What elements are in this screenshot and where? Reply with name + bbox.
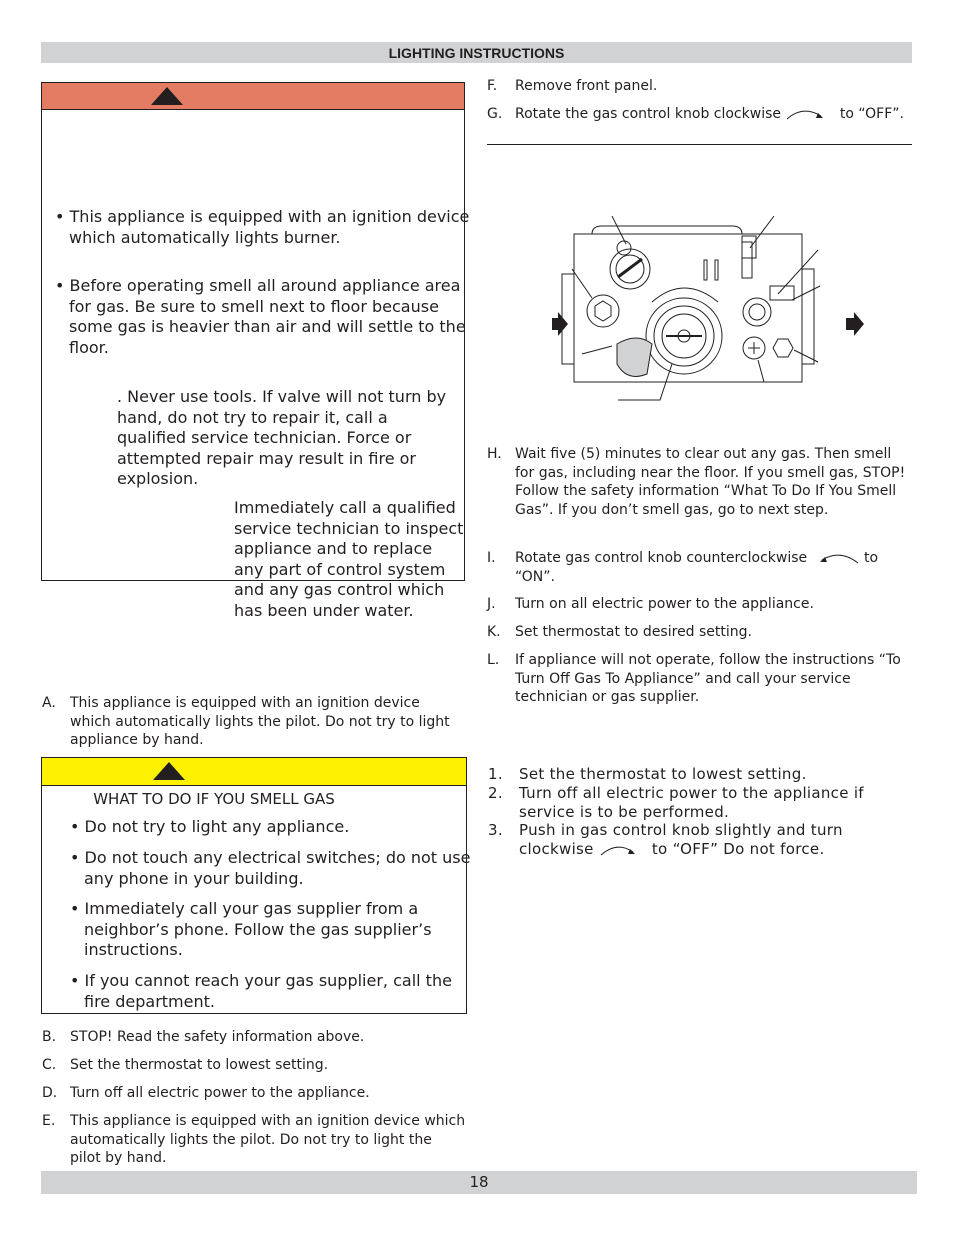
step-h: H. Wait five (5) minutes to clear out any gas. Then smell for gas, including near the floor. If you smell gas, STOP! Follow the safety information “What To Do If You Smell Gas”. If you don’t smell gas, go to next step. (487, 446, 906, 519)
shutoff-step-2: 2. Turn off all electric power to the appliance if service is to be performed. (488, 784, 864, 821)
step-b: B. STOP! Read the safety information above. (42, 1029, 365, 1045)
warning-triangle-icon (151, 87, 183, 105)
step-i: I. Rotate gas control knob counterclockwise to “ON”. (487, 550, 879, 585)
step-j: J. Turn on all electric power to the appliance. (487, 596, 814, 612)
caution-title: WHAT TO DO IF YOU SMELL GAS (93, 790, 335, 808)
warning-bullet-smell: • Before operating smell all around appliance area for gas. Be sure to smell next to floor because some gas is heavier than air and will settle to the floor. (55, 276, 466, 357)
caution-bullet-2: • Do not touch any electrical switches; do not use any phone in your building. (70, 848, 471, 888)
shutoff-step-1: 1. Set the thermostat to lowest setting. (488, 765, 807, 783)
gas-valve-diagram (552, 214, 868, 402)
warning-box: • This appliance is equipped with an ignition device which automatically lights burner. • Before operating smell all around appliance area for gas. Be sure to smell next to floor because some gas is heavier than air and will settle to the floor. . Never use tools. If valve will not turn by hand, do not try to repair it, call a qualified service technician. Force or attempted repair may result in fire or explosion. Immediately call a qualified service technician to inspect appliance and to replace any part of control system and any gas control which has been under water. (41, 82, 465, 581)
clockwise-arrow-icon (785, 107, 829, 121)
page-number: 18 (469, 1173, 489, 1191)
section-header: LIGHTING INSTRUCTIONS (41, 42, 912, 63)
caution-bullet-3: • Immediately call your gas supplier from a neighbor’s phone. Follow the gas supplier’s instructions. (70, 899, 432, 960)
step-f: F. Remove front panel. (487, 78, 658, 94)
step-c: C. Set the thermostat to lowest setting. (42, 1057, 329, 1073)
counterclockwise-arrow-icon (812, 551, 860, 565)
warning-bullet-ignition: • This appliance is equipped with an ignition device which automatically lights burner. (55, 207, 470, 247)
caution-box (41, 757, 471, 1014)
step-l: L. If appliance will not operate, follow the instructions “To Turn Off Gas To Appliance” and call your service technician or gas supplier. (487, 652, 901, 706)
divider-rule (487, 144, 912, 145)
step-k: K. Set thermostat to desired setting. (487, 624, 753, 640)
clockwise-arrow-icon (599, 843, 641, 857)
caution-bullet-4: • If you cannot reach your gas supplier, call the fire department. (70, 971, 452, 1011)
step-g: G. Rotate the gas control knob clockwise to “OFF”. (487, 106, 904, 122)
warning-header (42, 83, 464, 110)
caution-header (42, 758, 466, 786)
step-d: D. Turn off all electric power to the appliance. (42, 1085, 370, 1101)
shutoff-step-3: 3. Push in gas control knob slightly and turn clockwise to “OFF” Do not force. (488, 821, 843, 858)
page-footer (41, 1171, 917, 1194)
step-e: E. This appliance is equipped with an ignition device which automatically lights the pilot. Do not try to light the pilot by hand. (42, 1113, 466, 1167)
caution-triangle-icon (153, 762, 185, 780)
step-a: A. This appliance is equipped with an ignition device which automatically lights the pilot. Do not try to light appliance by hand. (42, 695, 450, 749)
caution-bullet-1: • Do not try to light any appliance. (70, 817, 350, 836)
